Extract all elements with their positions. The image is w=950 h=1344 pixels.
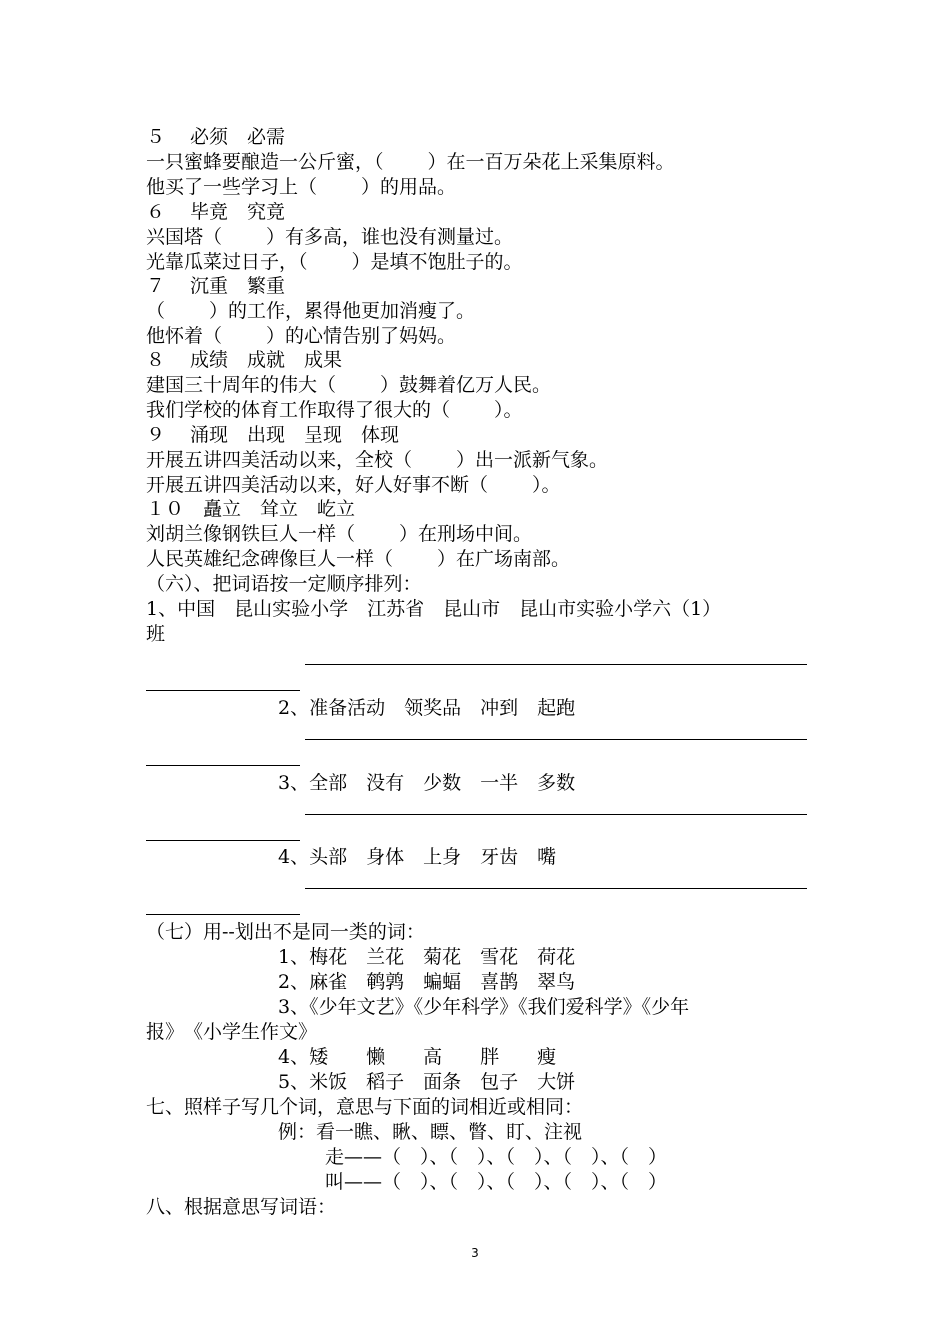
order-item-1-continued: 班 — [146, 623, 166, 645]
question-8-sentence-1: 建国三十周年的伟大（ ）鼓舞着亿万人民。 — [146, 374, 552, 396]
classify-item-4: 4、矮 懒 高 胖 瘦 — [278, 1046, 557, 1068]
question-7-sentence-1: （ ）的工作，累得他更加消瘦了。 — [146, 300, 476, 322]
question-8-header: ８ 成绩 成就 成果 — [146, 349, 343, 371]
answer-line — [305, 664, 807, 665]
question-9-sentence-1: 开展五讲四美活动以来，全校（ ）出一派新气象。 — [146, 449, 609, 471]
section-7-title: （七）用--划出不是同一类的词： — [146, 921, 425, 943]
answer-line-continued — [146, 690, 300, 691]
section-6-title: （六）、把词语按一定顺序排列： — [146, 573, 422, 595]
question-10-sentence-1: 刘胡兰像钢铁巨人一样（ ）在刑场中间。 — [146, 523, 533, 545]
classify-item-2: 2、麻雀 鹌鹑 蝙蝠 喜鹊 翠鸟 — [278, 971, 576, 993]
question-10-sentence-2: 人民英雄纪念碑像巨人一样（ ）在广场南部。 — [146, 548, 571, 570]
question-5-sentence-2: 他买了一些学习上（ ）的用品。 — [146, 176, 457, 198]
classify-item-3: 3、《少年文艺》《少年科学》《我们爱科学》《少年 — [278, 996, 690, 1018]
answer-line-continued — [146, 840, 300, 841]
answer-line — [305, 739, 807, 740]
question-9-sentence-2: 开展五讲四美活动以来，好人好事不断（ ）。 — [146, 474, 561, 496]
section-eight-title: 八、根据意思写词语： — [146, 1196, 337, 1218]
question-6-header: ６ 毕竟 究竟 — [146, 201, 286, 223]
order-item-4: 4、头部 身体 上身 牙齿 嘴 — [278, 846, 557, 868]
page-number: 3 — [471, 1246, 479, 1260]
order-item-1: 1、中国 昆山实验小学 江苏省 昆山市 昆山市实验小学六（1） — [146, 598, 722, 620]
classify-item-1: 1、梅花 兰花 菊花 雪花 荷花 — [278, 946, 576, 968]
question-9-header: ９ 涌现 出现 呈现 体现 — [146, 424, 400, 446]
question-5-header: ５ 必须 必需 — [146, 126, 286, 148]
answer-line-continued — [146, 765, 300, 766]
answer-line-continued — [146, 914, 300, 915]
walk-synonyms: 走——（ ）、（ ）、（ ）、（ ）、（ ） — [325, 1146, 668, 1168]
question-7-header: ７ 沉重 繁重 — [146, 275, 286, 297]
classify-item-3-continued: 报》 《小学生作文》 — [146, 1021, 318, 1043]
call-synonyms: 叫——（ ）、（ ）、（ ）、（ ）、（ ） — [325, 1171, 668, 1193]
classify-item-5: 5、米饭 稻子 面条 包子 大饼 — [278, 1071, 576, 1093]
question-5-sentence-1: 一只蜜蜂要酿造一公斤蜜，（ ）在一百万朵花上采集原料。 — [146, 151, 675, 173]
question-6-sentence-2: 光靠瓜菜过日子，（ ）是填不饱肚子的。 — [146, 251, 523, 273]
example-line: 例：看一瞧、瞅、瞟、瞥、盯、注视 — [278, 1121, 583, 1143]
answer-line — [305, 814, 807, 815]
question-7-sentence-2: 他怀着（ ）的心情告别了妈妈。 — [146, 325, 457, 347]
order-item-2: 2、准备活动 领奖品 冲到 起跑 — [278, 697, 576, 719]
question-10-header: １０ 矗立 耸立 屹立 — [146, 498, 356, 520]
answer-line — [305, 888, 807, 889]
order-item-3: 3、全部 没有 少数 一半 多数 — [278, 772, 576, 794]
section-seven-title: 七、照样子写几个词，意思与下面的词相近或相同： — [146, 1096, 584, 1118]
question-8-sentence-2: 我们学校的体育工作取得了很大的（ ）。 — [146, 399, 523, 421]
question-6-sentence-1: 兴国塔（ ）有多高，谁也没有测量过。 — [146, 226, 514, 248]
